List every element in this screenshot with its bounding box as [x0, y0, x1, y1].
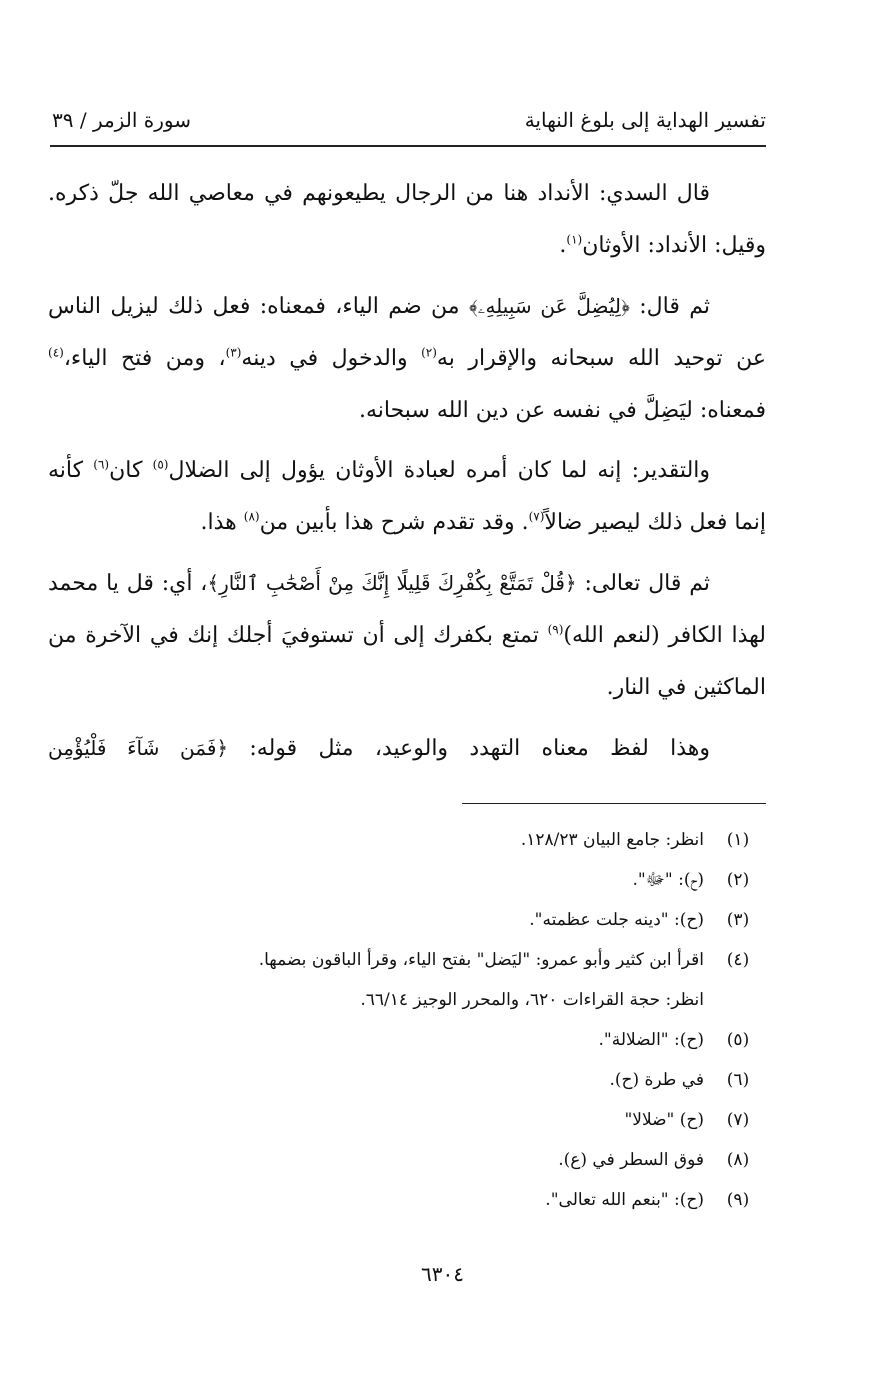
footnote-text [120, 1140, 710, 1180]
footnote-text [120, 820, 710, 860]
footnote-text [120, 860, 710, 900]
text-segment: هذا. [200, 510, 244, 535]
footnote-number: (٥) [726, 1030, 750, 1050]
paragraph [48, 280, 766, 437]
footnote-number: (٤) [726, 950, 750, 970]
footnote-reference: (٦) [93, 457, 110, 472]
footnote [120, 1020, 766, 1060]
footnote-divider [462, 803, 766, 804]
footnote-text [120, 940, 710, 1020]
text-segment: . وقد تقدم شرح هذا بأبين من [259, 510, 529, 535]
text-segment: ، أي: قل يا محمد لهذا الكافر (لنعم الله) [48, 571, 766, 648]
footnote [120, 860, 766, 900]
footnote-text [120, 1020, 710, 1060]
page-number: ٦٣٠٤ [421, 1262, 464, 1286]
text-segment: ، ومن فتح الياء، [63, 346, 226, 371]
footnote-number: (١) [726, 830, 750, 850]
quran-verse: ﴿فَمَن شَآءَ فَلْيُؤْمِن [48, 736, 229, 760]
footnote-line: (ح): "بنعم الله تعالى". [545, 1190, 704, 1210]
footnote-reference: (٧) [528, 509, 545, 524]
quran-verse: ﴿لِيُضِلَّ عَن سَبِيلِهِۦ﴾ [468, 294, 630, 318]
footnote-line: فوق السطر في (ع). [558, 1150, 704, 1170]
footnote-number: (٢) [726, 870, 750, 890]
footnote-line: اقرأ ابن كثير وأبو عمرو: "ليَضل" بفتح الياء، وقرأ الباقون بضمها. [258, 950, 704, 970]
paragraph [48, 557, 766, 714]
footnote-reference: (٥) [152, 457, 169, 472]
main-text [48, 168, 766, 783]
footnote-reference: (٤) [48, 345, 64, 360]
footnote-number: (٧) [726, 1110, 750, 1130]
footnote-line: (ح): "الضلالة". [598, 1030, 704, 1050]
book-title: تفسير الهداية إلى بلوغ النهاية [524, 108, 766, 132]
footnote-text [120, 1060, 710, 1100]
footnote [120, 1140, 766, 1180]
footnote-reference: (٩) [547, 622, 564, 637]
footnote-reference: (٣) [225, 345, 242, 360]
text-segment: ثم قال تعالى: [576, 571, 710, 596]
footnote [120, 940, 766, 1020]
footnote-line: انظر: جامع البيان ١٢٨/٢٣. [520, 830, 704, 850]
footnote-reference: (٨) [243, 509, 260, 524]
text-segment: والدخول في دينه [241, 346, 422, 371]
paragraph [48, 445, 766, 549]
footnote [120, 900, 766, 940]
footnote-reference: (٢) [421, 345, 437, 360]
footnote-text [120, 900, 710, 940]
footnote-line: (ح) "ضلالا" [624, 1110, 704, 1130]
text-segment: والتقدير: إنه لما كان أمره لعبادة الأوثان يؤول إلى الضلال [168, 458, 711, 483]
footnote-line: انظر: حجة القراءات ٦٢٠، والمحرر الوجيز ٦٦/١٤. [360, 990, 704, 1010]
text-segment: ثم قال: [629, 294, 711, 319]
footnote-line: (ح): "ﷻ". [632, 870, 704, 890]
footnote [120, 1060, 766, 1100]
surah-reference: سورة الزمر / ٣٩ [52, 108, 191, 132]
paragraph [48, 722, 766, 775]
footnote-number: (٨) [726, 1150, 750, 1170]
footnote-number: (٩) [726, 1190, 750, 1210]
footnote-line: (ح): "دينه جلت عظمته". [529, 910, 704, 930]
text-segment: . [559, 233, 567, 258]
text-segment: تمتع بكفرك إلى أن تستوفيَ أجلك إنك في الآخرة من الماكثين في النار. [48, 623, 766, 700]
footnote [120, 1180, 766, 1220]
text-segment: وهذا لفظ معناه التهدد والوعيد، مثل قوله: [228, 736, 710, 761]
footnote-text [120, 1180, 710, 1220]
footnote-reference: (١) [566, 232, 583, 247]
footnote-number: (٦) [726, 1070, 750, 1090]
text-segment: قال السدي: الأنداد هنا من الرجال يطيعونهم في معاصي الله جلّ ذكره. وقيل: الأنداد: الأوثان [48, 181, 766, 258]
footnotes [120, 820, 766, 1220]
footnote-line: في طرة (ح). [609, 1070, 704, 1090]
text-segment: كان [109, 458, 153, 483]
quran-verse: ﴿قُلْ تَمَتَّعْ بِكُفْرِكَ قَلِيلًا إِنَّكَ مِنْ أَصْحَٰبِ ٱلنَّارِ﴾ [207, 571, 577, 595]
footnote-number: (٣) [726, 910, 750, 930]
text-segment: من ضم الياء، فمعناه: فعل ذلك ليزيل الناس عن توحيد الله سبحانه والإقرار به [48, 294, 767, 371]
footnote-text [120, 1100, 710, 1140]
text-segment: كأنه إنما فعل ذلك ليصير ضالاً [48, 458, 766, 535]
footnote [120, 1100, 766, 1140]
header-divider [50, 145, 766, 147]
text-segment: فمعناه: ليَضِلَّ في نفسه عن دين الله سبحانه. [358, 398, 766, 423]
paragraph [48, 168, 766, 272]
footnote [120, 820, 766, 860]
running-header [52, 108, 766, 142]
